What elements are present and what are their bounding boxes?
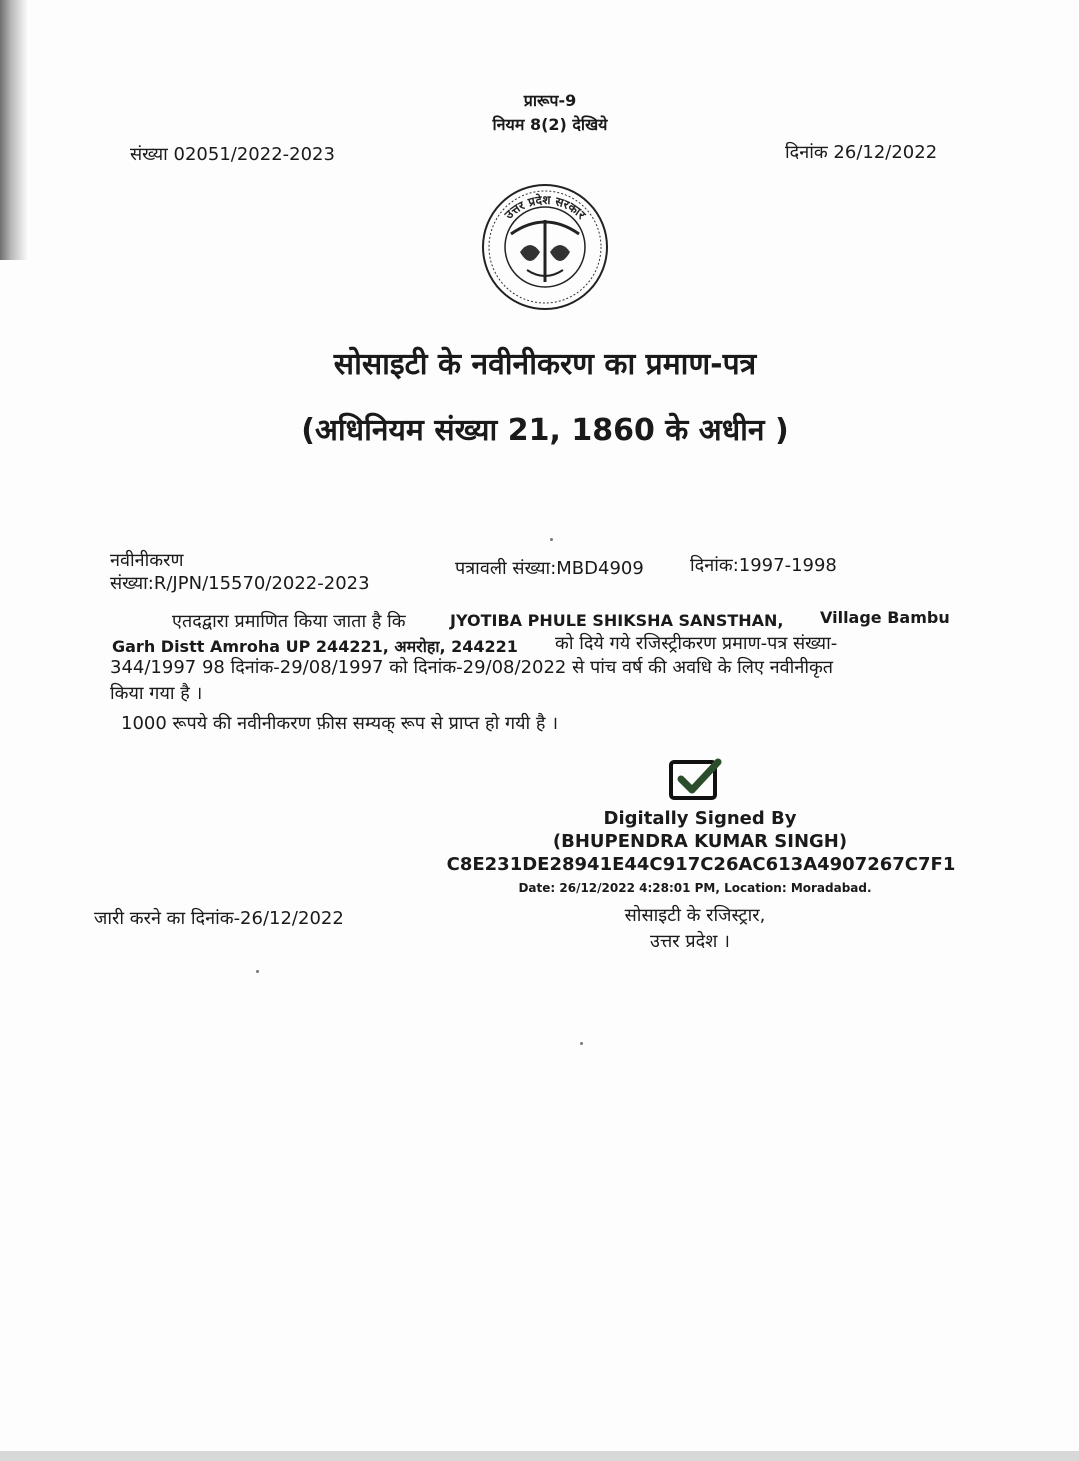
file-number: पत्रावली संख्या:MBD4909 <box>455 558 644 579</box>
society-village: Village Bambu <box>820 608 950 627</box>
issue-date: जारी करने का दिनांक-26/12/2022 <box>94 908 344 929</box>
digital-signature-label: Digitally Signed By <box>603 808 797 829</box>
society-name: JYOTIBA PHULE SHIKSHA SANSTHAN, <box>450 611 784 630</box>
signature-hash: C8E231DE28941E44C917C26AC613A4907267C7F1 <box>446 854 956 875</box>
form-number: प्रारूप-9 <box>523 91 577 110</box>
certificate-number: संख्या 02051/2022-2023 <box>130 144 335 165</box>
certificate-date: दिनांक 26/12/2022 <box>785 142 938 163</box>
checkmark-icon <box>668 758 722 802</box>
fee-statement: 1000 रूपये की नवीनीकरण फ़ीस सम्यक् रूप से प्राप्त हो गयी है । <box>121 713 559 734</box>
certificate-title: सोसाइटी के नवीनीकरण का प्रमाण-पत्र <box>333 347 757 382</box>
registrar-title: सोसाइटी के रजिस्ट्रार, <box>624 905 766 926</box>
scan-edge-shadow <box>0 0 28 260</box>
body-line-1-prefix: एतदद्वारा प्रमाणित किया जाता है कि <box>172 611 406 632</box>
scan-speck <box>580 1042 583 1045</box>
certificate-subtitle: (अधिनियम संख्या 21, 1860 के अधीन ) <box>301 413 789 448</box>
society-address: Garh Distt Amroha UP 244221, अमरोहा, 244221 <box>112 637 518 656</box>
registration-year: दिनांक:1997-1998 <box>690 555 837 576</box>
seal-ring-text: उत्तर प्रदेश सरकार <box>501 192 589 222</box>
registrar-state: उत्तर प्रदेश । <box>650 931 730 952</box>
renewal-number: संख्या:R/JPN/15570/2022-2023 <box>110 573 370 594</box>
scan-speck <box>550 538 553 541</box>
signer-name: (BHUPENDRA KUMAR SINGH) <box>552 831 848 852</box>
renewal-label: नवीनीकरण <box>110 550 184 571</box>
body-line-2-rest: को दिये गये रजिस्ट्रीकरण प्रमाण-पत्र संख्या- <box>555 633 838 654</box>
rule-reference: नियम 8(2) देखिये <box>492 115 608 134</box>
scan-bottom-edge <box>0 1451 1079 1461</box>
scan-speck <box>256 970 259 973</box>
up-government-seal-icon <box>475 182 615 312</box>
signature-meta: Date: 26/12/2022 4:28:01 PM, Location: Moradabad. <box>518 881 872 895</box>
body-line-3: 344/1997 98 दिनांक-29/08/1997 को दिनांक-29/08/2022 से पांच वर्ष की अवधि के लिए नवीनीकृत <box>110 657 834 678</box>
body-line-4: किया गया है । <box>110 683 203 704</box>
